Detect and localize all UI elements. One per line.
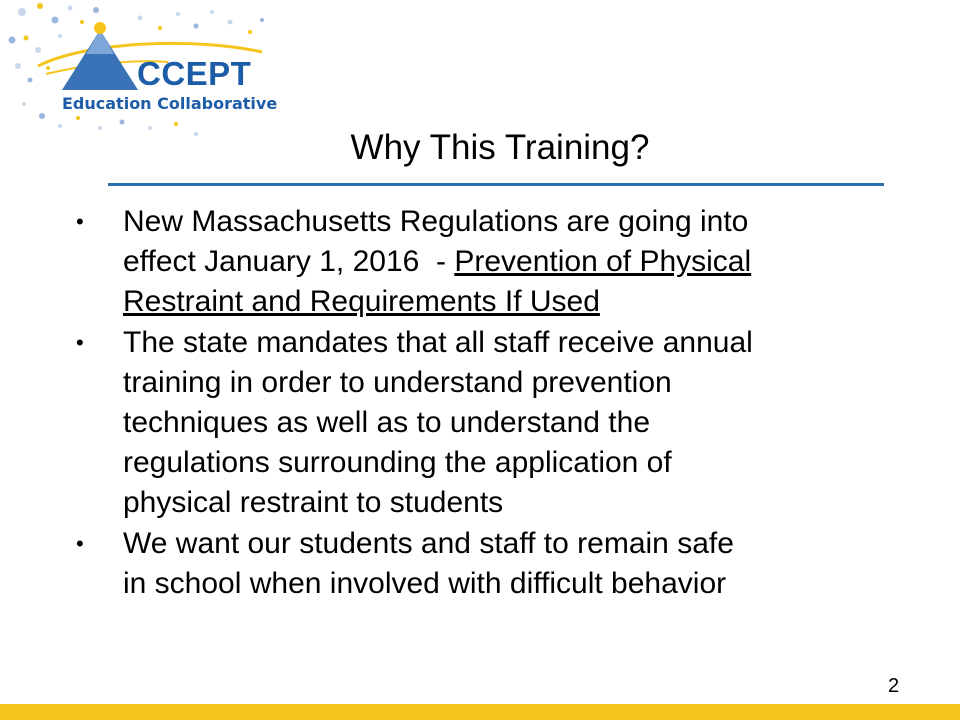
bullet-line: We want our students and staff to remain safe: [123, 527, 734, 560]
bullet-list: [76, 202, 936, 605]
page-number: 2: [888, 675, 900, 697]
title-underline: [108, 183, 884, 186]
logo-subtitle: Education Collaborative: [62, 94, 278, 113]
bullet-item: [76, 202, 936, 322]
bullet-line: techniques as well as to understand the: [123, 406, 651, 439]
bullet-marker: •: [76, 330, 84, 355]
bullet-line: physical restraint to students: [123, 486, 504, 519]
bullet-line: The state mandates that all staff receive annual: [123, 326, 753, 359]
bullet-line: training in order to understand prevention: [123, 366, 672, 399]
footer-bar: [0, 704, 960, 720]
slide-title: Why This Training?: [350, 128, 650, 167]
bullet-line-underlined: Restraint and Requirements If Used: [123, 285, 600, 318]
bullet-line-part: effect January 1, 2016 -: [123, 245, 455, 278]
bullet-line: [123, 242, 936, 282]
bullet-line: New Massachusetts Regulations are going into: [123, 205, 749, 238]
bullet-line-underlined: Prevention of Physical: [454, 245, 752, 278]
bullet-line: in school when involved with difficult behavior: [123, 567, 727, 600]
bullet-item: [76, 524, 936, 604]
bullet-item: [76, 323, 936, 523]
bullet-marker: •: [76, 531, 84, 556]
bullet-line: regulations surrounding the application of: [123, 446, 672, 479]
logo-wordmark: CCEPT: [137, 55, 252, 92]
bullet-marker: •: [76, 209, 84, 234]
